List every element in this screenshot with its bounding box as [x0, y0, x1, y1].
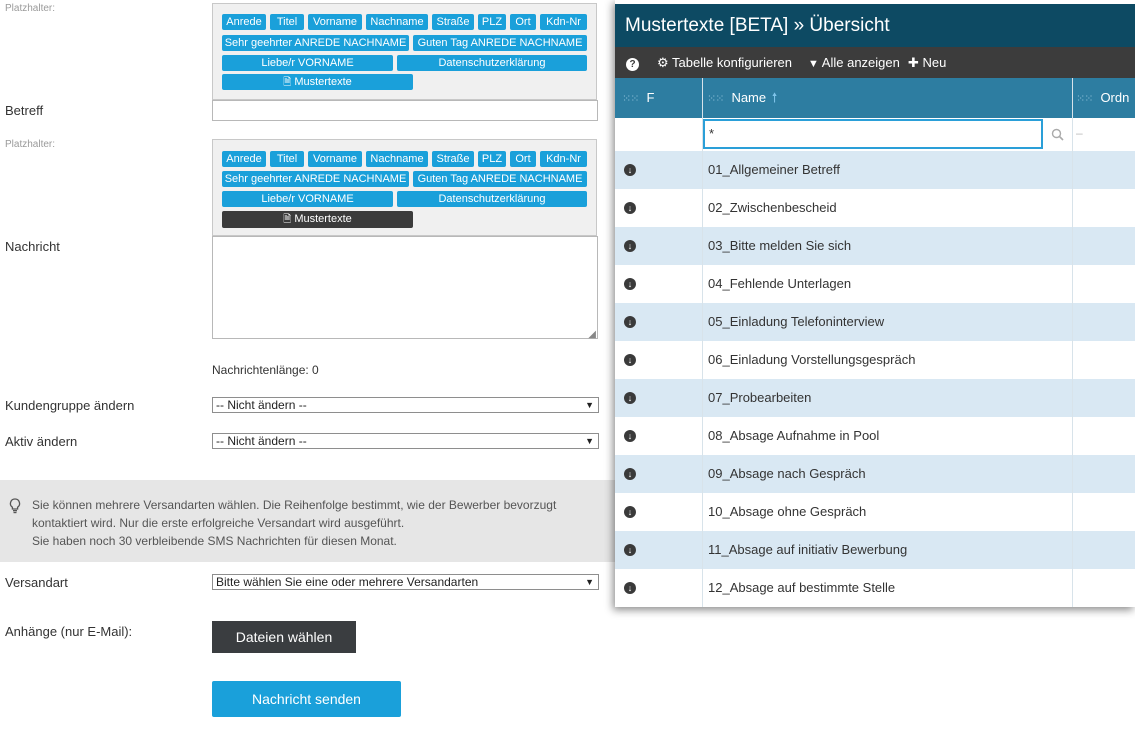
placeholder-liebe-button[interactable]: Liebe/r VORNAME [222, 191, 393, 207]
message-placeholder-label: Platzhalter: [5, 139, 56, 150]
placeholder-strasse-button[interactable]: Straße [432, 151, 474, 167]
dropdown-arrow-icon: ▼ [585, 436, 594, 446]
row-name: 05_Einladung Telefoninterview [708, 314, 885, 329]
show-all-button[interactable] [808, 47, 900, 80]
nachricht-label: Nachricht [5, 239, 60, 254]
send-message-button[interactable]: Nachricht senden [212, 681, 401, 717]
column-order-label: Ordn [1100, 90, 1130, 105]
column-header-order[interactable] [1076, 78, 1129, 119]
info-line: kontaktiert wird. Nur die erste erfolgreiche Versandart wird ausgeführt. [32, 516, 405, 530]
placeholder-strasse-button[interactable]: Straße [432, 14, 474, 30]
column-header-name[interactable] [707, 78, 777, 119]
lightbulb-icon [9, 498, 21, 514]
download-icon[interactable]: ↓ [624, 354, 636, 366]
info-line: Sie haben noch 30 verbleibende SMS Nachrichten für diesen Monat. [32, 534, 397, 548]
placeholder-sehr-geehrter-button[interactable]: Sehr geehrter ANREDE NACHNAME [222, 35, 409, 51]
row-name: 09_Absage nach Gespräch [708, 466, 866, 481]
help-icon: ? [626, 58, 639, 71]
column-header-f[interactable] [622, 78, 654, 119]
subject-mustertexte-button[interactable] [222, 74, 413, 90]
download-icon[interactable]: ↓ [624, 278, 636, 290]
row-name: 01_Allgemeiner Betreff [708, 162, 841, 177]
message-mustertexte-button[interactable] [222, 211, 413, 228]
placeholder-ort-button[interactable]: Ort [510, 151, 536, 167]
row-name: 03_Bitte melden Sie sich [708, 238, 852, 253]
placeholder-plz-button[interactable]: PLZ [478, 151, 506, 167]
table-row[interactable] [615, 189, 1135, 227]
name-filter-input[interactable]: * [703, 119, 1043, 149]
row-name: 10_Absage ohne Gespräch [708, 504, 867, 519]
table-row[interactable] [615, 493, 1135, 531]
placeholder-sehr-geehrter-button[interactable]: Sehr geehrter ANREDE NACHNAME [222, 171, 409, 187]
placeholder-liebe-button[interactable]: Liebe/r VORNAME [222, 55, 393, 71]
new-button[interactable] [908, 47, 946, 78]
anhaenge-label: Anhänge (nur E-Mail): [5, 624, 133, 639]
kundengruppe-select[interactable] [212, 397, 599, 413]
placeholder-guten-tag-button[interactable]: Guten Tag ANREDE NACHNAME [413, 171, 587, 187]
placeholder-plz-button[interactable]: PLZ [478, 14, 506, 30]
placeholder-ort-button[interactable]: Ort [510, 14, 536, 30]
info-line: Sie können mehrere Versandarten wählen. Die Reihenfolge bestimmt, wie der Bewerber bevorzugt [32, 498, 557, 512]
mustertexte-label: Mustertexte [294, 76, 352, 88]
table-row[interactable] [615, 379, 1135, 417]
gear-icon: ⚙ [657, 55, 669, 70]
download-icon[interactable]: ↓ [624, 316, 636, 328]
column-name-label: Name [731, 90, 767, 105]
filter-row [615, 118, 1135, 152]
info-box [0, 480, 616, 562]
search-icon [1051, 128, 1064, 141]
copy-icon: 🗎 [283, 77, 292, 88]
download-icon[interactable]: ↓ [624, 202, 636, 214]
placeholder-vorname-button[interactable]: Vorname [308, 14, 362, 30]
new-label: Neu [922, 55, 947, 70]
help-button[interactable] [626, 47, 639, 78]
download-icon[interactable]: ↓ [624, 582, 636, 594]
placeholder-nachname-button[interactable]: Nachname [366, 14, 428, 30]
drag-handle-icon[interactable]: ⁙⁙ [707, 93, 724, 105]
versandart-value: Bitte wählen Sie eine oder mehrere Versandarten [216, 575, 479, 589]
table-row[interactable] [615, 417, 1135, 455]
modal-title: Mustertexte [BETA] » Übersicht [615, 4, 1135, 47]
drag-handle-icon[interactable]: ⁙⁙ [622, 93, 639, 105]
placeholder-datenschutz-button[interactable]: Datenschutzerklärung [397, 55, 587, 71]
table-row[interactable] [615, 303, 1135, 341]
table-row[interactable] [615, 265, 1135, 303]
plus-icon: ✚ [908, 55, 919, 70]
sort-ascending-icon: 🠕 [771, 90, 778, 105]
table-row[interactable] [615, 227, 1135, 265]
row-name: 04_Fehlende Unterlagen [708, 276, 852, 291]
table-row[interactable] [615, 569, 1135, 607]
download-icon[interactable]: ↓ [624, 430, 636, 442]
drag-handle-icon[interactable]: ⁙⁙ [1076, 93, 1093, 105]
row-name: 02_Zwischenbescheid [708, 200, 837, 215]
info-text [32, 496, 556, 550]
betreff-label: Betreff [5, 103, 44, 118]
table-row[interactable] [615, 531, 1135, 569]
modal-toolbar [615, 47, 1135, 78]
download-icon[interactable]: ↓ [624, 468, 636, 480]
kundengruppe-value: -- Nicht ändern -- [216, 398, 307, 412]
download-icon[interactable]: ↓ [624, 240, 636, 252]
resize-handle-icon[interactable]: ◢ [588, 329, 596, 340]
row-name: 07_Probearbeiten [708, 390, 812, 405]
versandart-label: Versandart [5, 575, 68, 590]
dropdown-arrow-icon: ▼ [585, 577, 594, 587]
mustertexte-modal [615, 0, 1135, 607]
row-name: 11_Absage auf initiativ Bewerbung [708, 542, 908, 557]
nachricht-textarea[interactable] [212, 236, 598, 339]
kundengruppe-label: Kundengruppe ändern [5, 398, 135, 413]
subject-placeholder-label: Platzhalter: [5, 3, 56, 14]
column-f-label: F [646, 90, 655, 105]
placeholder-anrede-button[interactable]: Anrede [222, 151, 266, 167]
aktiv-label: Aktiv ändern [5, 434, 78, 449]
grid-header [615, 78, 1135, 118]
versandart-select[interactable] [212, 574, 599, 590]
download-icon[interactable]: ↓ [624, 392, 636, 404]
message-placeholder-panel [212, 139, 597, 236]
aktiv-select[interactable] [212, 433, 599, 449]
column-divider [702, 78, 703, 607]
choose-files-button[interactable]: Dateien wählen [212, 621, 356, 653]
configure-table-button[interactable] [657, 47, 792, 78]
betreff-input[interactable] [212, 100, 598, 121]
dropdown-arrow-icon: ▼ [585, 400, 594, 410]
table-row[interactable] [615, 341, 1135, 379]
placeholder-guten-tag-button[interactable]: Guten Tag ANREDE NACHNAME [413, 35, 587, 51]
show-all-label: Alle anzeigen [821, 55, 900, 70]
placeholder-kdnnr-button[interactable]: Kdn-Nr [540, 151, 587, 167]
placeholder-vorname-button[interactable]: Vorname [308, 151, 362, 167]
placeholder-nachname-button[interactable]: Nachname [366, 151, 428, 167]
row-name: 12_Absage auf bestimmte Stelle [708, 580, 896, 595]
mustertexte-label: Mustertexte [294, 213, 352, 225]
table-row[interactable] [615, 151, 1135, 189]
copy-icon: 🗎 [283, 214, 292, 225]
placeholder-kdnnr-button[interactable]: Kdn-Nr [540, 14, 587, 30]
subject-placeholder-panel [212, 3, 597, 100]
column-divider [1072, 78, 1073, 607]
placeholder-datenschutz-button[interactable]: Datenschutzerklärung [397, 191, 587, 207]
placeholder-anrede-button[interactable]: Anrede [222, 14, 266, 30]
download-icon[interactable]: ↓ [624, 544, 636, 556]
configure-table-label: Tabelle konfigurieren [672, 55, 793, 70]
row-name: 08_Absage Aufnahme in Pool [708, 428, 880, 443]
placeholder-titel-button[interactable]: Titel [270, 151, 304, 167]
placeholder-titel-button[interactable]: Titel [270, 14, 304, 30]
message-length: Nachrichtenlänge: 0 [212, 363, 319, 377]
aktiv-value: -- Nicht ändern -- [216, 434, 307, 448]
table-row[interactable] [615, 455, 1135, 493]
download-icon[interactable]: ↓ [624, 506, 636, 518]
filter-icon: ▼ [808, 58, 819, 70]
order-filter-input[interactable]: – [1076, 126, 1083, 140]
download-icon[interactable]: ↓ [624, 164, 636, 176]
row-name: 06_Einladung Vorstellungsgespräch [708, 352, 916, 367]
